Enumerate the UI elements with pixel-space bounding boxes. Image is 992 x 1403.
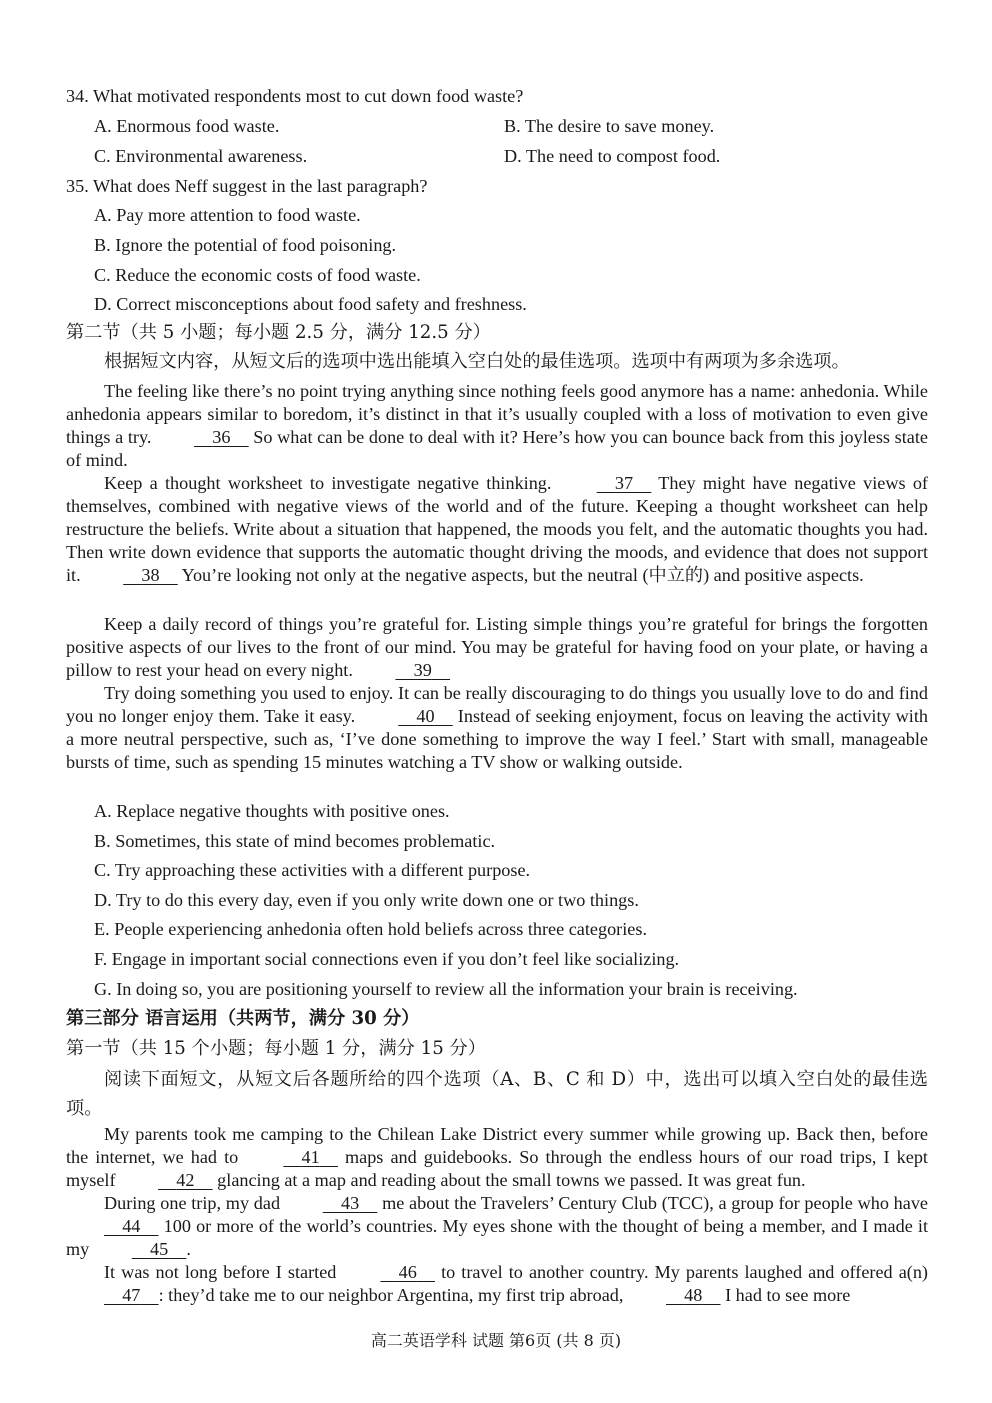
- choice-d: D. Try to do this every day, even if you only write down one or two things.: [94, 890, 639, 910]
- choice-a: A. Replace negative thoughts with positive ones.: [94, 801, 450, 821]
- blank-36: 36: [212, 427, 231, 447]
- blank-42: 42: [176, 1170, 195, 1190]
- section-2-instruction: 根据短文内容，从短文后的选项中选出能填入空白处的最佳选项。选项中有两项为多余选项。: [104, 351, 850, 372]
- part-3-header: 第三部分 语言运用（共两节，满分 30 分）: [66, 1008, 420, 1029]
- blank-44: 44: [122, 1216, 141, 1236]
- passage-paragraph-3: Keep a daily record of things you’re grateful for. Listing simple things you’re grateful for brings the forgotten positive aspects of our lives to the front of our mind. You may be grateful for having food on your plate, or having a pillow to rest your head on every night. 39: [66, 614, 928, 680]
- passage-paragraph-4: Try doing something you used to enjoy. It can be really discouraging to do things you usually love to do and find you no longer enjoy them. Take it easy. 40 Instead of seeking enjoyment, focus on leaving the activity with a more neutral perspective, such as, ‘I’ve done something to improve the way I feel.’ Start with small, manageable bursts of time, such as spending 15 minutes watching a TV show or walking outside.: [66, 683, 928, 772]
- blank-48: 48: [684, 1285, 703, 1305]
- blank-47: 47: [122, 1285, 141, 1305]
- passage-paragraph-2: Keep a thought worksheet to investigate negative thinking. 37 They might have negative views of themselves, combined with negative views of the world and of the future. Keeping a thought worksheet can help restructure the beliefs. Write about a situation that happened, the moods you felt, and the automatic thoughts you had. Then write down evidence that supports the automatic thought driving the moods, and evidence that does not support it. 38 You’re looking not only at the negative aspects, but the neutral (中立的) and positive aspects.: [66, 473, 928, 585]
- cloze-paragraph-1: My parents took me camping to the Chilean Lake District every summer while growing up. Back then, before the internet, we had to 41 maps and guidebooks. So through the endless hours of our road trips, I kept myself 42 glancing at a map and reading about the small towns we passed. It was great fun.: [66, 1124, 928, 1190]
- blank-38: 38: [141, 565, 160, 585]
- blank-46: 46: [398, 1262, 417, 1282]
- blank-40: 40: [416, 706, 435, 726]
- page-footer: 高二英语学科 试题 第6页 (共 8 页): [370, 1331, 622, 1350]
- choice-c: C. Try approaching these activities with a different purpose.: [94, 860, 531, 880]
- q35-option-d: D. Correct misconceptions about food safety and freshness.: [94, 294, 527, 314]
- choice-g: G. In doing so, you are positioning yourself to review all the information your brain is receiving.: [94, 979, 798, 999]
- section-2-header: 第二节（共 5 小题；每小题 2.5 分，满分 12.5 分）: [66, 322, 491, 343]
- choice-e: E. People experiencing anhedonia often hold beliefs across three categories.: [94, 919, 647, 939]
- choice-f: F. Engage in important social connections even if you don’t feel like socializing.: [94, 949, 680, 969]
- q35-option-a: A. Pay more attention to food waste.: [94, 205, 361, 225]
- blank-45: 45: [149, 1239, 169, 1259]
- blank-39: 39: [413, 660, 432, 680]
- q34-option-d: D. The need to compost food.: [504, 146, 721, 166]
- choice-b: B. Sometimes, this state of mind becomes problematic.: [94, 831, 496, 851]
- part-3-instruction: 阅读下面短文，从短文后各题所给的四个选项（A、B、C 和 D）中，选出可以填入空白处的最佳选项。: [66, 1069, 928, 1119]
- blank-37: 37: [614, 473, 634, 493]
- q35-option-b: B. Ignore the potential of food poisoning.: [94, 235, 397, 255]
- part-3-section-1-header: 第一节（共 15 个小题；每小题 1 分，满分 15 分）: [66, 1038, 486, 1059]
- cloze-paragraph-2: During one trip, my dad 43 me about the Travelers’ Century Club (TCC), a group for people who have 44 100 or more of the world’s countries. My eyes shone with the thought of being a member, and I made it my 45 .: [66, 1193, 929, 1259]
- passage-paragraph-1: The feeling like there’s no point trying anything since nothing feels good anymore has a name: anhedonia. While anhedonia appears similar to boredom, it’s distinct in that it’s usually coupled with a loss of motivation to even give things a try. 36 So what can be done to deal with it? Here’s how you can bounce back from this joyless state of mind.: [66, 381, 928, 470]
- blank-43: 43: [340, 1193, 360, 1213]
- q34-option-b: B. The desire to save money.: [504, 116, 715, 136]
- blank-41: 41: [301, 1147, 320, 1167]
- q34-option-a: A. Enormous food waste.: [94, 116, 280, 136]
- question-35-stem: 35. What does Neff suggest in the last paragraph?: [66, 176, 428, 196]
- cloze-paragraph-3: It was not long before I started 46 to travel to another country. My parents laughed and offered a(n) 47 : they’d take me to our neighbor Argentina, my first trip abroad, 48 I had to see more: [66, 1261, 928, 1307]
- q34-option-c: C. Environmental awareness.: [94, 146, 308, 166]
- q35-option-c: C. Reduce the economic costs of food waste.: [94, 265, 421, 285]
- question-34-stem: 34. What motivated respondents most to cut down food waste?: [66, 86, 524, 106]
